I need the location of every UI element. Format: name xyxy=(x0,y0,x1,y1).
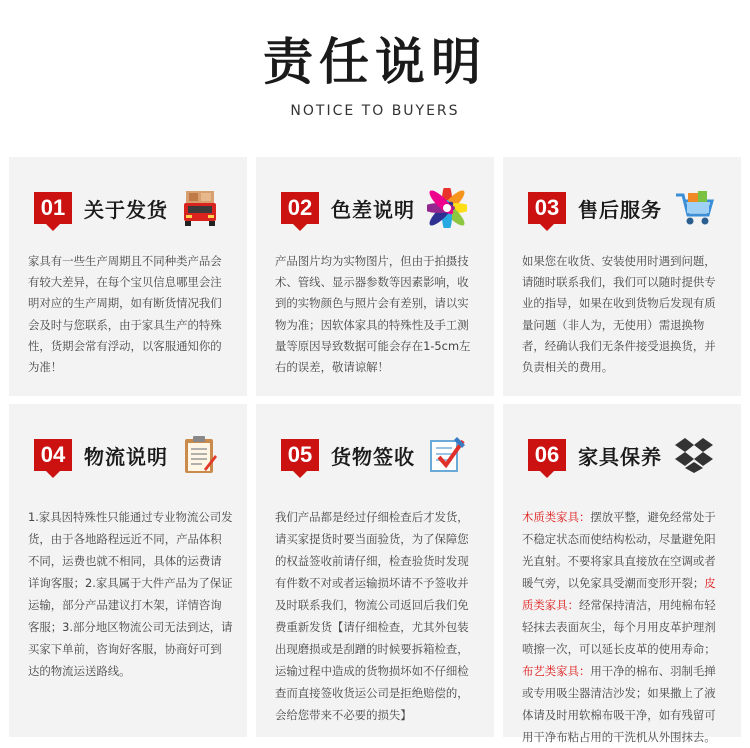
card-header xyxy=(281,191,467,225)
card-number: 04 xyxy=(34,439,72,471)
card-text: 家具有一些生产周期且不同种类产品会有较大差异，在每个宝贝信息哪里会注明对应的生产周期，如有断货情况我们会及时与您联系，由于家具生产的特殊性，货期会常有浮动，以客服通知你的为准！ xyxy=(28,254,222,375)
card-number: 03 xyxy=(528,192,566,224)
card-title: 物流说明 xyxy=(84,444,168,469)
card-header xyxy=(528,191,714,225)
delivery-truck-icon xyxy=(180,188,220,228)
color-fan-icon xyxy=(427,188,467,228)
card-header xyxy=(34,438,220,472)
card-text xyxy=(522,506,727,748)
card-after-sales xyxy=(503,157,741,396)
card-maintenance xyxy=(503,404,741,744)
leather-furniture-text: 经常保持清洁，用纯棉布轻轻抹去表面灰尘，每个月用皮革护理剂喷擦一次，可以延长皮革的使用寿命； xyxy=(522,598,716,656)
card-title: 家具保养 xyxy=(578,444,662,469)
card-shipping xyxy=(9,157,247,396)
card-text: 产品图片均为实物图片，但由于拍摄技术、管线、显示器参数等因素影响，收到的实物颜色与照片会有差别，请以实物为准；因软体家具的特殊性及手工测量等原因导致数据可能会存在1-5cm左右的误差，敬请谅解！ xyxy=(275,254,471,375)
wood-furniture-text: 摆放平整，避免经常处于不稳定状态而使结构松动，尽量避免阳光直射。不要将家具直接放在空调或者暖气旁，以免家具受潮而变形开裂； xyxy=(522,510,716,590)
shopping-cart-icon xyxy=(674,188,714,228)
card-title: 关于发货 xyxy=(84,197,168,222)
card-text: 我们产品都是经过仔细检查后才发货，请买家提货时要当面验货，为了保障您的权益签收前请仔细，检查验货时发现有件数不对或者运输损坏请不予签收并及时联系我们，物流公司返回后我们免费重新发货【请仔细检查，尤其外包装出现磨损或是刮蹭的时候要拆箱检查，运输过程中造成的货物损坏如不仔细检查而直接签收货运公司是拒绝赔偿的，会给您带来不必要的损失】 xyxy=(275,510,469,722)
card-text: 如果您在收货、安装使用时遇到问题，请随时联系我们，我们可以随时提供专业的指导，如果在收到货物后发现有质量问题（非人为，无使用）需退换物者，经确认我们无条件接受退换货，并负责相关的费用。 xyxy=(522,254,716,375)
card-number: 05 xyxy=(281,439,319,471)
card-text: 1.家具因特殊性只能通过专业物流公司发货，由于各地路程远近不同，产品体积不同，运费也就不相同，具体的运费请详询客服；2.家具属于大件产品为了保证运输，部分产品建议打木架，详情咨询客服；3.部分地区物流公司无法到达，请买家下单前，咨询好客服，协商好可到达的物流运送路线。 xyxy=(28,510,233,678)
page-subtitle: NOTICE TO BUYERS xyxy=(290,103,460,119)
card-logistics xyxy=(9,404,247,737)
card-header xyxy=(34,191,220,225)
card-title: 货物签收 xyxy=(331,444,415,469)
fabric-furniture-text: 用干净的棉布、羽制毛掸或专用吸尘器清洁沙发；如果撒上了液体请及时用软棉布吸干净，如有残留可用干净布粘占用的干洗机从外围抹去。 xyxy=(522,664,716,744)
card-receipt xyxy=(256,404,494,737)
card-header xyxy=(528,438,714,472)
clipboard-icon xyxy=(180,435,220,475)
card-number: 06 xyxy=(528,439,566,471)
wood-furniture-label: 木质类家具： xyxy=(522,510,591,524)
card-header xyxy=(281,438,467,472)
dropbox-box-icon xyxy=(674,435,714,475)
card-title: 色差说明 xyxy=(331,197,415,222)
card-number: 02 xyxy=(281,192,319,224)
leather-furniture-label: 皮质类家具： xyxy=(522,576,716,612)
checklist-icon xyxy=(427,435,467,475)
page-title: 责任说明 xyxy=(263,33,487,91)
fabric-furniture-label: 布艺类家具： xyxy=(522,664,591,678)
card-number: 01 xyxy=(34,192,72,224)
card-color-difference xyxy=(256,157,494,396)
card-title: 售后服务 xyxy=(578,197,662,222)
